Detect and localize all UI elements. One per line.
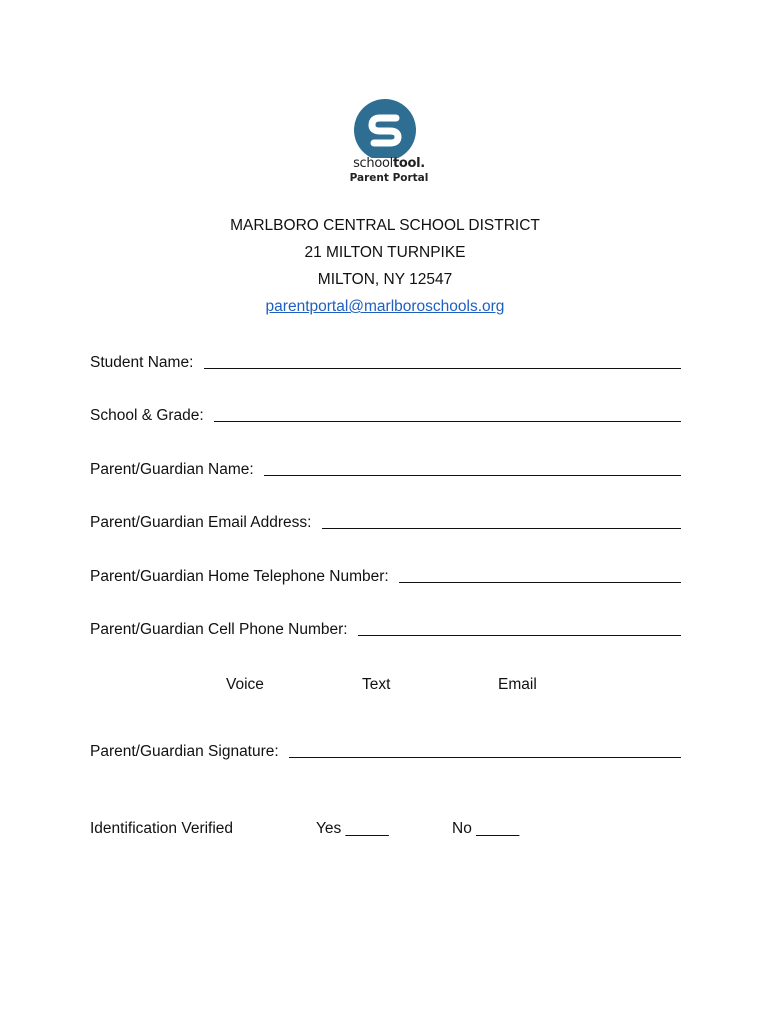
schooltool-s-icon [344,96,434,158]
verified-no[interactable]: No _____ [452,820,520,837]
identification-verified-label: Identification Verified [90,820,234,837]
cell-phone-label: Parent/Guardian Cell Phone Number: [90,621,352,638]
guardian-email-label: Parent/Guardian Email Address: [90,514,316,531]
schooltool-logo [344,96,434,188]
signature-field[interactable] [90,739,681,761]
cell-phone-line[interactable] [358,621,681,636]
option-text[interactable]: Text [362,676,391,693]
guardian-name-field[interactable] [90,457,681,479]
home-phone-label: Parent/Guardian Home Telephone Number: [90,568,393,585]
district-name: MARLBORO CENTRAL SCHOOL DISTRICT [230,217,540,234]
address-line-2: MILTON, NY 12547 [317,271,453,288]
school-grade-field[interactable] [90,403,681,425]
school-grade-label: School & Grade: [90,407,209,424]
address-line-1: 21 MILTON TURNPIKE [304,244,466,261]
signature-line[interactable] [289,743,681,758]
option-voice[interactable]: Voice [226,676,264,693]
student-name-label: Student Name: [90,354,198,371]
home-phone-field[interactable] [90,564,681,586]
guardian-email-line[interactable] [322,514,681,529]
logo-subtitle: Parent Portal [349,172,429,184]
guardian-name-line[interactable] [264,461,681,476]
option-email[interactable]: Email [498,676,537,693]
school-grade-line[interactable] [214,407,681,422]
home-phone-line[interactable] [399,568,681,583]
email-row [0,298,770,316]
guardian-email-field[interactable] [90,510,681,532]
cell-phone-field[interactable] [90,617,681,639]
guardian-name-label: Parent/Guardian Name: [90,461,259,478]
logo-brand-name: schooltool. [353,156,425,171]
verified-yes[interactable]: Yes _____ [316,820,389,837]
signature-label: Parent/Guardian Signature: [90,743,284,760]
student-name-field[interactable] [90,350,681,372]
student-name-line[interactable] [204,354,681,369]
contact-email-link[interactable]: parentportal@marlboroschools.org [265,298,505,315]
